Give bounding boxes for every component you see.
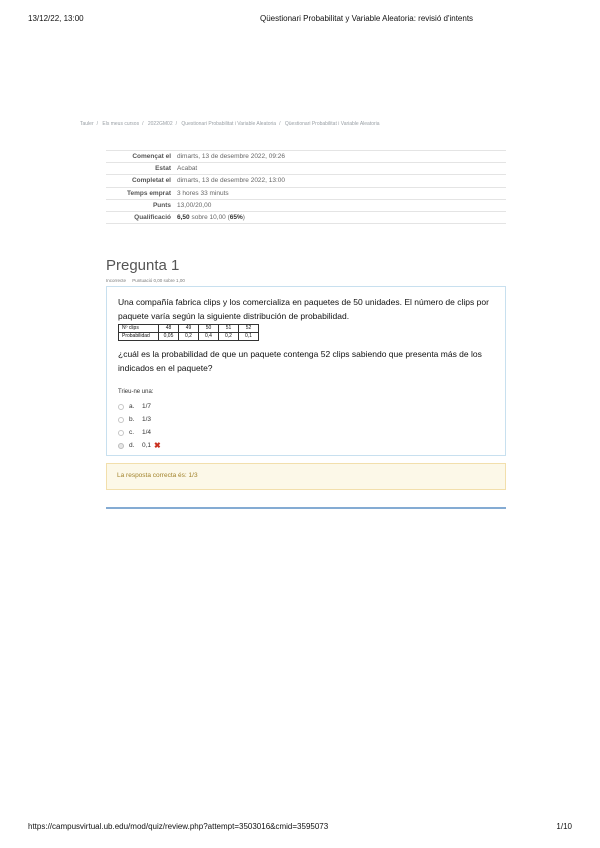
grade-rest: sobre 10,00 ( xyxy=(191,213,230,221)
answer-option-c[interactable] xyxy=(118,426,161,439)
summary-row-completed xyxy=(106,175,506,187)
table-cell: 0,4 xyxy=(199,333,219,341)
table-row xyxy=(119,333,259,341)
answer-option-b[interactable] xyxy=(118,413,161,426)
summary-row-marks xyxy=(106,200,506,212)
table-cell: 48 xyxy=(159,325,179,333)
summary-label: Completat el xyxy=(131,177,171,185)
summary-row-started xyxy=(106,151,506,163)
summary-label: Punts xyxy=(152,201,171,209)
summary-value: Acabat xyxy=(177,165,198,173)
table-cell: 0,2 xyxy=(219,333,239,341)
print-header xyxy=(28,14,572,26)
print-date: 13/12/22, 13:00 xyxy=(28,14,84,23)
print-title: Qüestionari Probabilitat y Variable Aleatoria: revisió d'intents xyxy=(260,14,474,23)
summary-row-time-taken xyxy=(106,188,506,200)
answer-letter: a. xyxy=(129,403,135,410)
grade-close: ) xyxy=(242,213,245,221)
divider xyxy=(106,507,506,509)
summary-label: Començat el xyxy=(132,153,171,160)
breadcrumb-link-quiz[interactable]: Questionari Probabilitat i Variable Aleatoria xyxy=(181,121,277,127)
answer-text: 1/7 xyxy=(142,403,152,410)
grade-percent: 65% xyxy=(229,213,243,221)
summary-label: Temps emprat xyxy=(127,189,171,197)
table-cell: Probabilidad xyxy=(119,333,159,341)
summary-value: dimarts, 13 de desembre 2022, 13:00 xyxy=(177,177,286,185)
summary-value: 13,00/20,00 xyxy=(177,201,212,209)
summary-value xyxy=(177,212,245,223)
question-info xyxy=(106,278,185,283)
print-footer xyxy=(28,822,572,834)
answer-letter: d. xyxy=(129,442,135,449)
question-points: Puntuació 0,00 sobre 1,00 xyxy=(132,278,185,283)
summary-row-grade xyxy=(106,212,506,224)
table-cell: 51 xyxy=(219,325,239,333)
summary-value: 3 hores 33 minuts xyxy=(177,189,229,197)
question-title: Pregunta 1 xyxy=(106,257,180,274)
radio-button-selected[interactable] xyxy=(118,443,124,449)
summary-label: Qualificació xyxy=(134,213,171,221)
table-cell: 49 xyxy=(179,325,199,333)
answer-option-d[interactable] xyxy=(118,439,161,452)
breadcrumb-link-dashboard[interactable]: Tauler xyxy=(80,121,94,127)
print-url: https://campusvirtual.ub.edu/mod/quiz/review.php?attempt=3503016&cmid=3595073 xyxy=(28,822,329,831)
breadcrumb-link-my-courses[interactable]: Els meus cursos xyxy=(102,121,140,127)
answer-text: 1/3 xyxy=(142,416,152,423)
answer-letter: c. xyxy=(129,429,135,436)
choose-one-label: Trieu-ne una: xyxy=(118,389,154,395)
table-cell: 0,05 xyxy=(159,333,179,341)
table-cell: 0,1 xyxy=(239,333,259,341)
question-text: Una compañía fabrica clips y los comercializa en paquetes de 50 unidades. El número de clips por paquete varía según la siguiente distribución de probabilidad. xyxy=(118,297,489,321)
answer-letter: b. xyxy=(129,416,135,423)
answer-options xyxy=(118,400,161,452)
summary-row-state xyxy=(106,163,506,175)
table-cell: 52 xyxy=(239,325,259,333)
question-subtext: ¿cuál es la probabilidad de que un paquete contenga 52 clips sabiendo que presenta más de los indicados en el paquete? xyxy=(118,349,482,373)
answer-option-a[interactable] xyxy=(118,400,161,413)
radio-button[interactable] xyxy=(118,417,124,423)
breadcrumb-link-course[interactable]: 2022GM02 xyxy=(147,121,173,127)
summary-value: dimarts, 13 de desembre 2022, 09:26 xyxy=(177,153,286,160)
question-status: Incorrecte xyxy=(106,278,127,283)
question-content-box xyxy=(106,286,506,456)
breadcrumb-link-review[interactable]: Qüestionari Probabilitat i Variable Aleatoria xyxy=(284,121,380,127)
incorrect-icon: ✖ xyxy=(154,441,161,450)
answer-text: 1/4 xyxy=(142,429,152,436)
table-cell: 0,2 xyxy=(179,333,199,341)
answer-text: 0,1 xyxy=(142,442,152,449)
correct-answer-feedback xyxy=(106,463,506,490)
print-page-number: 1/10 xyxy=(556,822,572,831)
attempt-summary-table xyxy=(106,150,506,224)
radio-button[interactable] xyxy=(118,404,124,410)
distribution-table xyxy=(118,324,259,341)
table-cell: Nº clips xyxy=(119,325,159,333)
feedback-text: La resposta correcta és: 1/3 xyxy=(117,472,198,479)
table-cell: 50 xyxy=(199,325,219,333)
grade-score: 6,50 xyxy=(177,213,190,221)
summary-label: Estat xyxy=(155,165,171,173)
breadcrumb: Tauler / Els meus cursos / 2022GM02 / Questionari Probabilitat i Variable Aleatoria / Qüestionari Probabilitat i Variable Aleatoria xyxy=(80,121,380,127)
table-row xyxy=(119,325,259,333)
radio-button[interactable] xyxy=(118,430,124,436)
